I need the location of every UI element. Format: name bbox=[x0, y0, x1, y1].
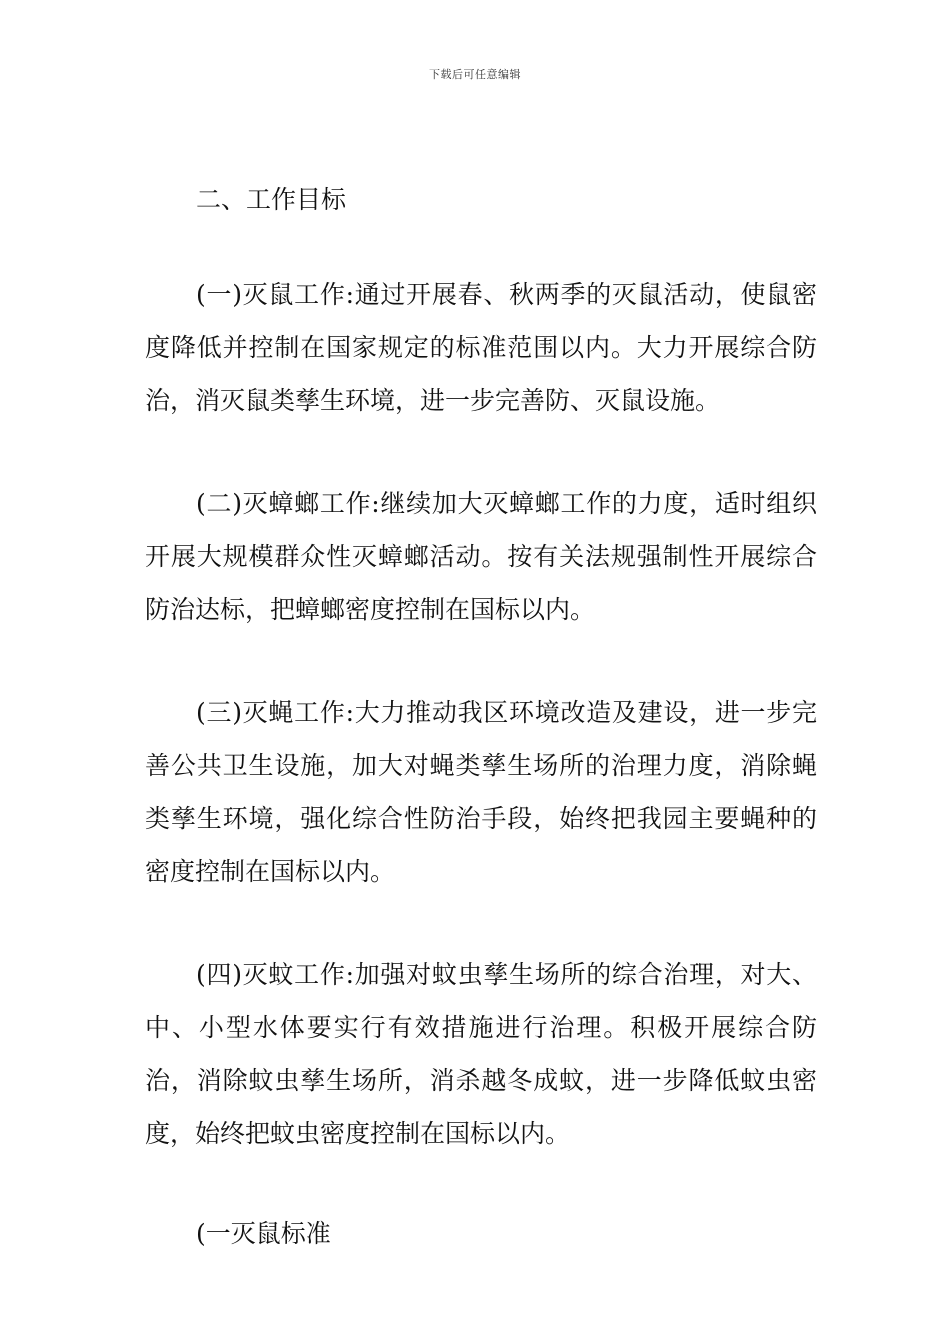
section-heading: 二、工作目标 bbox=[196, 185, 347, 214]
paragraph-mosquito-control: (四)灭蚊工作:加强对蚊虫孳生场所的综合治理，对大、中、小型水体要实行有效措施进行治理。积极开展综合防治，消除蚊虫孳生场所，消杀越冬成蚊，进一步降低蚊虫密度，始终把蚊虫密度控制在国标以内。 bbox=[145, 960, 817, 1148]
page-header-note: 下载后可任意编辑 bbox=[429, 68, 521, 81]
paragraph-cockroach-control: (二)灭蟑螂工作:继续加大灭蟑螂工作的力度，适时组织开展大规模群众性灭蟑螂活动。按有关法规强制性开展综合防治达标，把蟑螂密度控制在国标以内。 bbox=[145, 489, 817, 624]
subsection-heading: (一灭鼠标准 bbox=[196, 1219, 331, 1248]
paragraph-rodent-control: (一)灭鼠工作:通过开展春、秋两季的灭鼠活动，使鼠密度降低并控制在国家规定的标准范围以内。大力开展综合防治，消灭鼠类孳生环境，进一步完善防、灭鼠设施。 bbox=[145, 280, 817, 415]
document-body bbox=[145, 176, 817, 1258]
paragraph-fly-control: (三)灭蝇工作:大力推动我区环境改造及建设，进一步完善公共卫生设施，加大对蝇类孳生场所的治理力度，消除蝇类孳生环境，强化综合性防治手段，始终把我园主要蝇种的密度控制在国标以内。 bbox=[145, 698, 817, 886]
